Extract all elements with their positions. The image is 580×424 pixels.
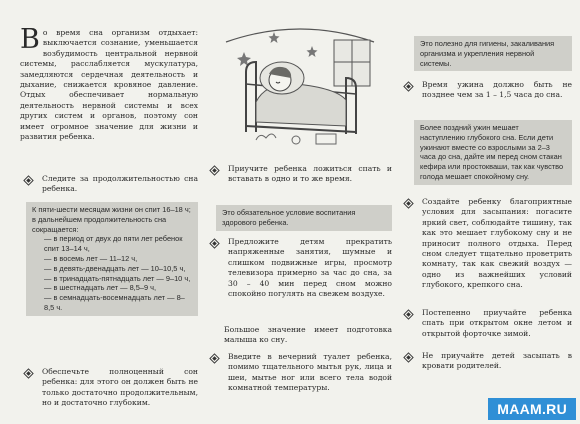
diamond-bullet-icon [209, 353, 220, 364]
bullet-text: Следите за продолжительностью сна ребенка. [42, 174, 198, 194]
bullet-text: Не приучайте детей засыпать в кровати родителей. [422, 351, 572, 371]
intro-text: о время сна организм отдыхает: выключается сознание, уменьшается возбудимость центральной нервной системы, расслабляется мускулатура, замедляются сердечная деятельность и дыхание, снижается кровяное давление. Отдых обеспечивает нормальную деятельность нервной системы и всех других систем и органов, поэтому сон имеет огромное значение для жизни и развития ребенка. [20, 28, 198, 142]
sleep-duration-box [26, 202, 198, 316]
bullet-item [400, 197, 572, 291]
diamond-bullet-icon [209, 165, 220, 176]
column-left [20, 0, 198, 424]
diamond-bullet-icon [23, 175, 34, 186]
box-text: Более поздний ужин мешает наступлению глубокого сна. Если дети ужинают вместе со взрослыми за 2–3 часа до сна, дайте им перед сном стакан кефира или простокваши, так как чувство голода мешает спокойному сну. [420, 123, 564, 181]
bullet-text: Предложите детям прекратить напряженные занятия, шумные и слишком подвижные игры, просмотр телевизора примерно за час до сна, за 30 – 40 мин перед сном можно спокойно погулять на свежем воздухе. [228, 237, 392, 299]
bullet-text: Создайте ребенку благоприятные условия для засыпания: погасите яркий свет, соблюдайте тишину, так как это мешает глубокому сну и не приносит полного отдыха. Перед сном следует тщательно проветрить комнату, так как свежий воздух — одно из важнейших условий глубокого, крепкого сна. [422, 197, 572, 290]
list-item: — в шестнадцать лет — 8,5–9 ч, [44, 283, 157, 293]
diamond-bullet-icon [403, 309, 414, 320]
diamond-bullet-icon [403, 81, 414, 92]
bullet-text: Введите в вечерний туалет ребенка, помимо тщательного мытья рук, лица и шеи, мытье ног или всего тела водой комнатной температуры. [228, 352, 392, 393]
note-box [414, 120, 572, 185]
box-text: Это обязательное условие воспитания здорового ребенка. [222, 208, 356, 227]
bullet-text: Приучите ребенка ложиться спать и вставать в одно и то же время. [228, 164, 392, 184]
diamond-bullet-icon [403, 198, 414, 209]
bullet-item [206, 352, 392, 394]
bullet-item [206, 237, 392, 299]
column-middle [206, 0, 392, 424]
column-right [400, 0, 572, 424]
diamond-bullet-icon [23, 368, 34, 379]
paragraph [224, 325, 392, 346]
paragraph-text: Большое значение имеет подготовка малыша ко сну. [224, 325, 392, 345]
bullet-item [400, 351, 572, 372]
bullet-text: Постепенно приучайте ребенка спать при открытом окне летом и открытой форточке зимой. [422, 308, 572, 338]
list-item: — в период от двух до пяти лет ребенок спит 13–14 ч, [44, 234, 183, 254]
sleeping-child-illustration [216, 22, 384, 152]
list-item: — в семнадцать-восемнадцать лет — 8–8,5 ч. [44, 293, 185, 312]
drop-cap: В [20, 24, 40, 55]
note-box [414, 36, 572, 71]
bullet-item [20, 174, 198, 195]
maam-logo[interactable]: MAAM.RU [488, 398, 576, 420]
diamond-bullet-icon [209, 238, 220, 249]
intro-paragraph [20, 24, 198, 142]
note-box [216, 205, 392, 231]
diamond-bullet-icon [403, 352, 414, 363]
box-intro: К пяти-шести месяцам жизни он спит 16–18 ч; в дальнейшем продолжительность сна сокращается: [32, 205, 191, 234]
list-item: — в восемь лет — 11–12 ч, [44, 253, 138, 263]
bullet-item [206, 164, 392, 185]
bullet-item [400, 308, 572, 339]
list-item: — в тринадцать-пятнадцать лет — 9–10 ч, [44, 273, 191, 283]
list-item: — в девять-двенадцать лет — 10–10,5 ч, [44, 263, 186, 273]
bullet-text: Обеспечьте полноценный сон ребенка: для этого он должен быть не только достаточно продолжительным, но и достаточно глубоким. [42, 367, 198, 408]
bullet-item [400, 80, 572, 101]
bullet-text: Время ужина должно быть не позднее чем за 1 – 1,5 часа до сна. [422, 80, 572, 100]
box-text: Это полезно для гигиены, закаливания организма и укрепления нервной системы. [420, 39, 555, 68]
duration-list [32, 234, 192, 312]
bullet-item [20, 367, 198, 409]
